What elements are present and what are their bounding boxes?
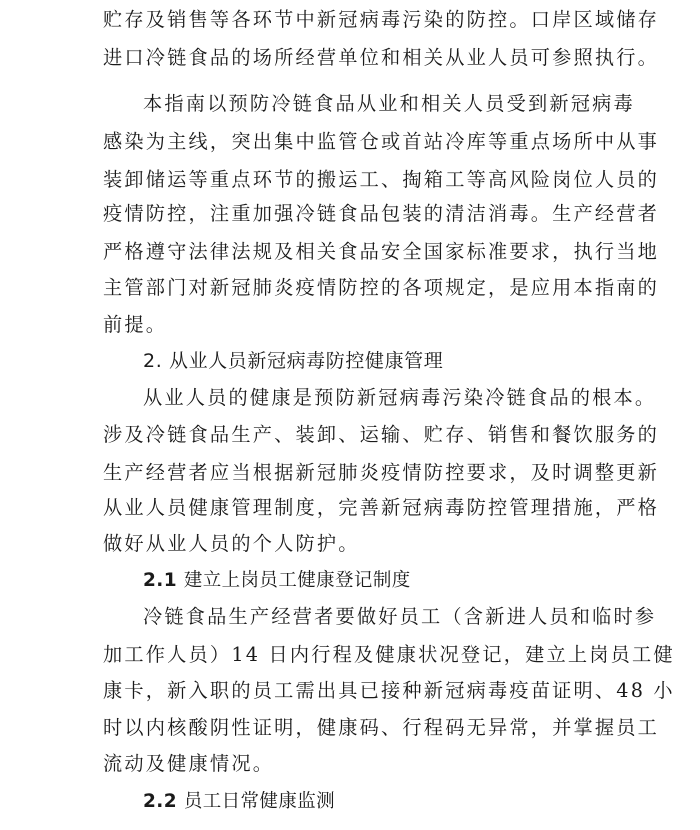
paragraph-line: 前提。 bbox=[103, 313, 168, 336]
paragraph-line: 生产经营者应当根据新冠肺炎疫情防控要求，及时调整更新 bbox=[103, 461, 660, 484]
paragraph-line: 涉及冷链食品生产、装卸、运输、贮存、销售和餐饮服务的 bbox=[103, 423, 660, 446]
paragraph-line: 加工作人员）14 日内行程及健康状况登记，建立上岗员工健 bbox=[103, 643, 675, 666]
paragraph-line: 康卡，新入职的员工需出具已接种新冠病毒疫苗证明、48 小 bbox=[103, 679, 675, 702]
section-title: 员工日常健康监测 bbox=[183, 791, 336, 812]
paragraph-line: 严格遵守法律法规及相关食品安全国家标准要求，执行当地 bbox=[103, 240, 660, 263]
section-heading-2-2 bbox=[143, 784, 643, 820]
paragraph-line: 装卸储运等重点环节的搬运工、掏箱工等高风险岗位人员的 bbox=[103, 168, 660, 191]
section-heading-2-1 bbox=[143, 563, 643, 599]
paragraph-line: 时以内核酸阴性证明，健康码、行程码无异常，并掌握员工 bbox=[103, 716, 660, 739]
paragraph-line: 从业人员的健康是预防新冠病毒污染冷链食品的根本。 bbox=[143, 386, 657, 409]
paragraph-line: 主管部门对新冠肺炎疫情防控的各项规定，是应用本指南的 bbox=[103, 276, 660, 299]
section-number: 2.2 bbox=[143, 791, 177, 812]
paragraph-line: 流动及健康情况。 bbox=[103, 752, 275, 775]
section-heading-2: 2. 从业人员新冠病毒防控健康管理 bbox=[143, 350, 444, 372]
paragraph-line: 疫情防控，注重加强冷链食品包装的清洁消毒。生产经营者 bbox=[103, 202, 660, 225]
paragraph-line: 本指南以预防冷链食品从业和相关人员受到新冠病毒 bbox=[143, 92, 635, 115]
section-number: 2.1 bbox=[143, 570, 177, 591]
paragraph-line: 从业人员健康管理制度，完善新冠病毒防控管理措施，严格 bbox=[103, 496, 660, 519]
section-title: 建立上岗员工健康登记制度 bbox=[183, 570, 411, 591]
paragraph-line: 进口冷链食品的场所经营单位和相关从业人员可参照执行。 bbox=[103, 46, 660, 69]
paragraph-line: 做好从业人员的个人防护。 bbox=[103, 532, 360, 555]
paragraph-line: 冷链食品生产经营者要做好员工（含新进人员和临时参 bbox=[143, 605, 657, 628]
paragraph-line: 贮存及销售等各环节中新冠病毒污染的防控。口岸区域储存 bbox=[103, 8, 660, 31]
paragraph-line: 感染为主线，突出集中监管仓或首站冷库等重点场所中从事 bbox=[103, 130, 660, 153]
